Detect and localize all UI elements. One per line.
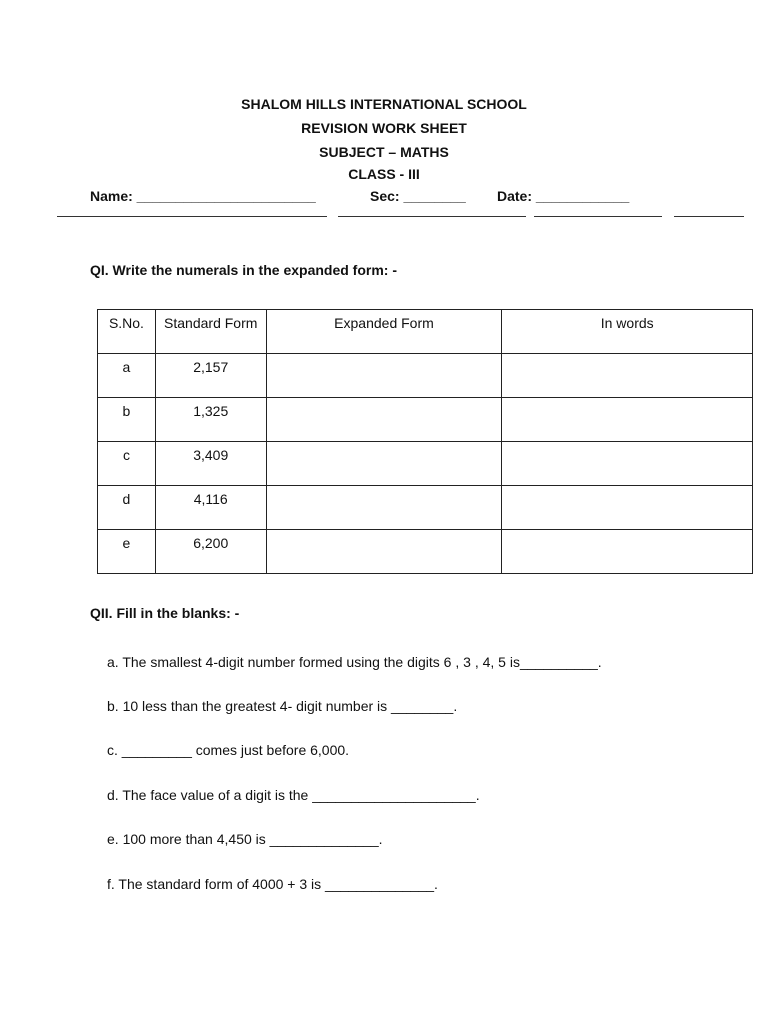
table-header-row bbox=[98, 310, 753, 354]
row-standard-form: 2,157 bbox=[155, 354, 266, 398]
in-words-cell bbox=[502, 486, 753, 530]
expanded-form-cell bbox=[266, 486, 502, 530]
question-1-heading: QI. Write the numerals in the expanded form: - bbox=[90, 262, 398, 278]
row-sno: d bbox=[98, 486, 156, 530]
divider-line-1 bbox=[57, 216, 327, 217]
divider-line-3 bbox=[534, 216, 662, 217]
expanded-form-cell bbox=[266, 530, 502, 574]
school-name: SHALOM HILLS INTERNATIONAL SCHOOL bbox=[241, 96, 527, 112]
fill-blank-item: b. 10 less than the greatest 4- digit number is ________. bbox=[107, 698, 458, 714]
column-header-expanded-form: Expanded Form bbox=[266, 310, 502, 354]
row-standard-form: 4,116 bbox=[155, 486, 266, 530]
row-standard-form: 3,409 bbox=[155, 442, 266, 486]
in-words-cell bbox=[502, 442, 753, 486]
column-header-in-words: In words bbox=[502, 310, 753, 354]
table-row bbox=[98, 398, 753, 442]
fill-blank-item: d. The face value of a digit is the _____________________. bbox=[107, 787, 480, 803]
in-words-cell bbox=[502, 354, 753, 398]
section-field: Sec: ________ bbox=[370, 188, 466, 204]
in-words-cell bbox=[502, 530, 753, 574]
fill-blank-item: e. 100 more than 4,450 is ______________. bbox=[107, 831, 383, 847]
row-sno: c bbox=[98, 442, 156, 486]
sheet-title: REVISION WORK SHEET bbox=[301, 120, 467, 136]
subject-title: SUBJECT – MATHS bbox=[319, 144, 449, 160]
row-sno: b bbox=[98, 398, 156, 442]
expanded-form-cell bbox=[266, 354, 502, 398]
fill-blank-item: c. _________ comes just before 6,000. bbox=[107, 742, 350, 758]
divider-line-2 bbox=[338, 216, 526, 217]
column-header-standard-form: Standard Form bbox=[155, 310, 266, 354]
in-words-cell bbox=[502, 398, 753, 442]
table-row bbox=[98, 442, 753, 486]
name-field: Name: _______________________ bbox=[90, 188, 316, 204]
fill-blank-item: f. The standard form of 4000 + 3 is ______________. bbox=[107, 876, 438, 892]
date-field: Date: ____________ bbox=[497, 188, 630, 204]
column-header-sno: S.No. bbox=[98, 310, 156, 354]
divider-line-4 bbox=[674, 216, 744, 217]
table-row bbox=[98, 486, 753, 530]
expanded-form-cell bbox=[266, 442, 502, 486]
row-standard-form: 6,200 bbox=[155, 530, 266, 574]
row-standard-form: 1,325 bbox=[155, 398, 266, 442]
expanded-form-table bbox=[97, 309, 753, 574]
table-row bbox=[98, 354, 753, 398]
question-2-heading: QII. Fill in the blanks: - bbox=[90, 605, 240, 621]
row-sno: a bbox=[98, 354, 156, 398]
row-sno: e bbox=[98, 530, 156, 574]
class-title: CLASS - III bbox=[348, 166, 420, 182]
expanded-form-cell bbox=[266, 398, 502, 442]
table-row bbox=[98, 530, 753, 574]
fill-blank-item: a. The smallest 4-digit number formed using the digits 6 , 3 , 4, 5 is__________. bbox=[107, 654, 602, 670]
